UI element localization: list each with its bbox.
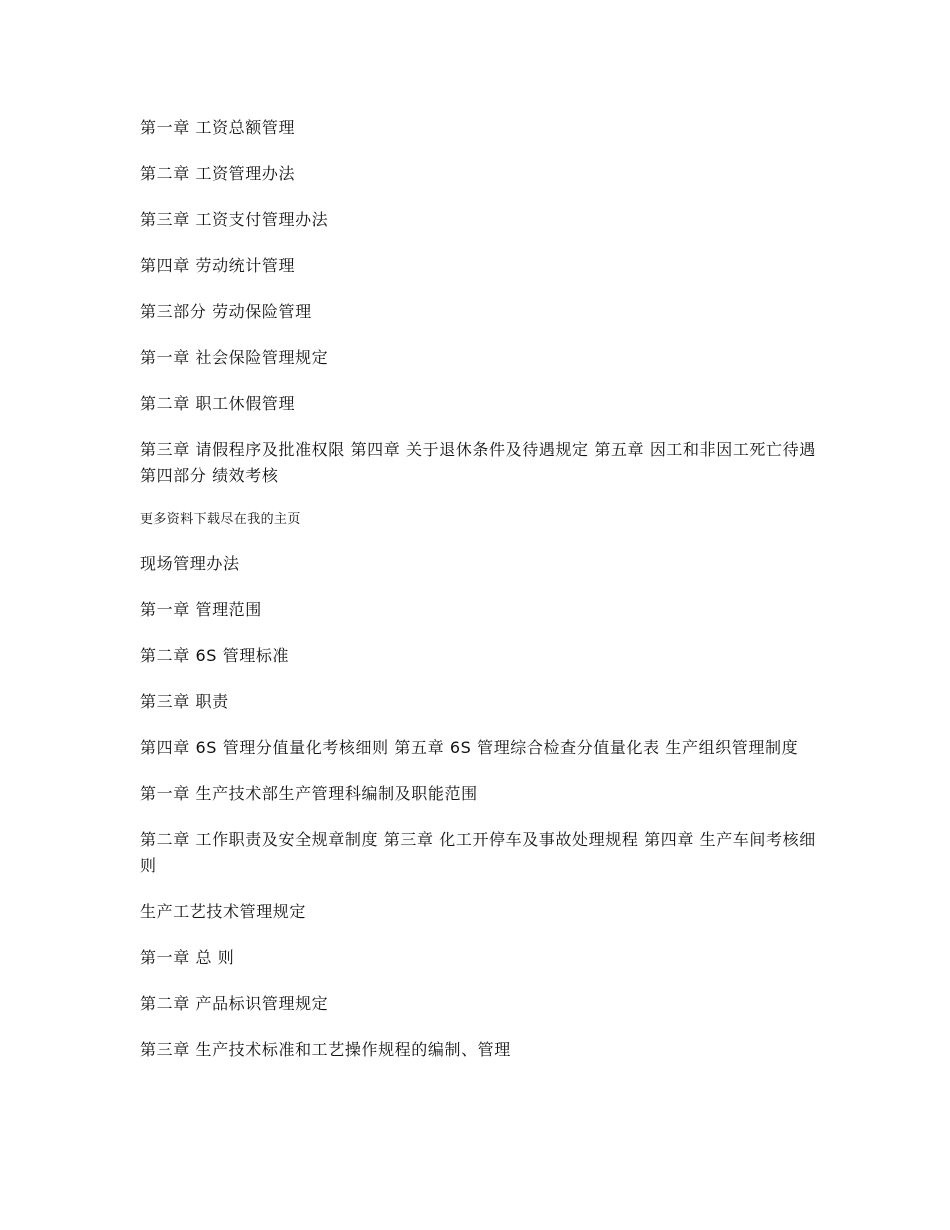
section-heading: 现场管理办法	[140, 554, 240, 573]
text-paragraph: 第四章 6S 管理分值量化考核细则 第五章 6S 管理综合检查分值量化表 生产组织管理制度	[140, 738, 799, 757]
section-heading: 第三部分 劳动保险管理	[140, 302, 312, 321]
text-line: 第三章 职责	[140, 692, 229, 711]
text-line: 第二章 工资管理办法	[140, 164, 296, 183]
text-line: 第二章 产品标识管理规定	[140, 994, 329, 1013]
text-paragraph: 第二章 工作职责及安全规章制度 第三章 化工开停车及事故处理规程 第四章 生产车间考核细则	[140, 830, 816, 875]
text-line: 第一章 生产技术部生产管理科编制及职能范围	[140, 784, 478, 803]
text-line: 第二章 职工休假管理	[140, 394, 296, 413]
promo-note: 更多资料下载尽在我的主页	[140, 512, 301, 527]
text-paragraph: 第三章 请假程序及批准权限 第四章 关于退休条件及待遇规定 第五章 因工和非因工死亡待遇 第四部分 绩效考核	[140, 440, 816, 485]
text-line: 第一章 社会保险管理规定	[140, 348, 329, 367]
text-line: 第三章 生产技术标准和工艺操作规程的编制、管理	[140, 1040, 511, 1059]
section-heading: 生产工艺技术管理规定	[140, 902, 307, 921]
text-line: 第一章 管理范围	[140, 600, 262, 619]
text-line: 第四章 劳动统计管理	[140, 256, 296, 275]
text-line: 第一章 总 则	[140, 948, 235, 967]
document-body	[140, 115, 820, 1083]
text-line: 第一章 工资总额管理	[140, 118, 296, 137]
text-line: 第三章 工资支付管理办法	[140, 210, 329, 229]
text-line: 第二章 6S 管理标准	[140, 646, 290, 665]
